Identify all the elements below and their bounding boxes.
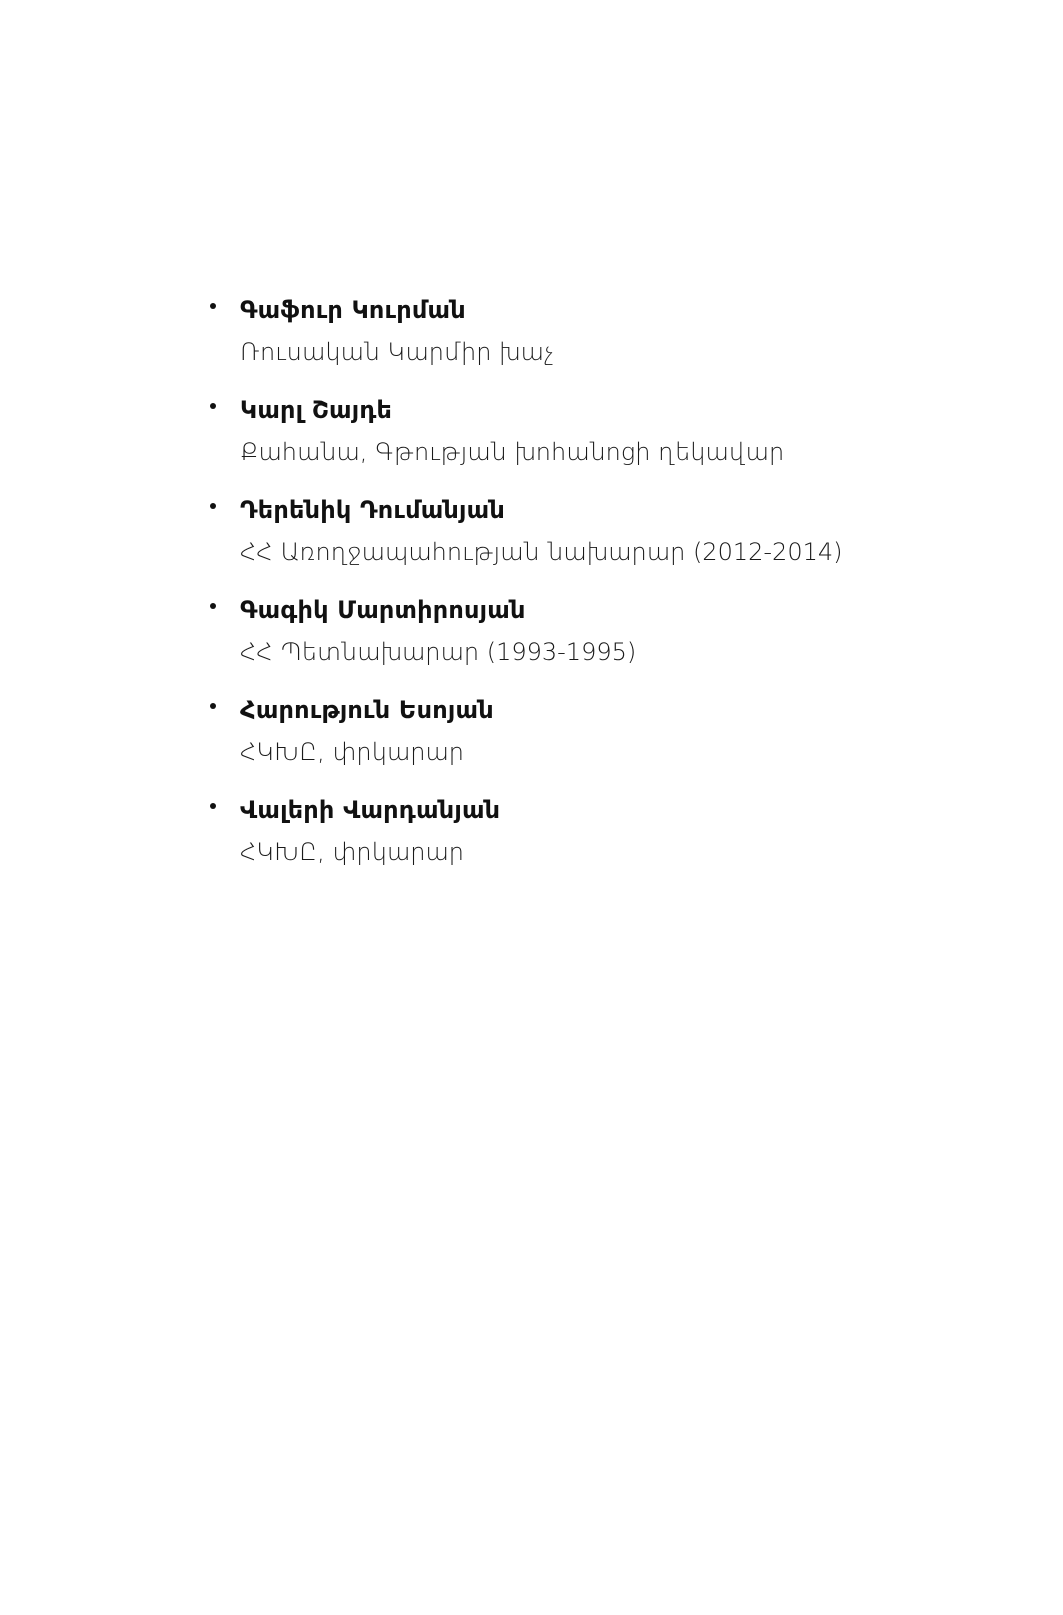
person-name: Գագիկ Մարտիրոսյան bbox=[240, 596, 526, 624]
person-role: ՀՀ Առողջապահության նախարար (2012-2014) bbox=[240, 538, 843, 566]
bullet-icon bbox=[210, 803, 216, 809]
person-role: Ռուսական Կարմիր խաչ bbox=[240, 338, 554, 366]
person-name: Վալերի Վարդանյան bbox=[240, 796, 501, 824]
person-role: ՀԿԽԸ, փրկարար bbox=[240, 738, 465, 766]
person-name: Դերենիկ Դումանյան bbox=[240, 496, 505, 524]
bullet-icon bbox=[210, 703, 216, 709]
person-name: Հարություն Եսոյան bbox=[240, 696, 494, 724]
person-role: ՀՀ Պետնախարար (1993-1995) bbox=[240, 638, 637, 666]
bullet-icon bbox=[210, 603, 216, 609]
person-name: Կարլ Շայդե bbox=[240, 396, 393, 424]
list-item bbox=[210, 696, 910, 796]
person-role: ՀԿԽԸ, փրկարար bbox=[240, 838, 465, 866]
bullet-icon bbox=[210, 503, 216, 509]
list-item bbox=[210, 396, 910, 496]
bullet-icon bbox=[210, 303, 216, 309]
bullet-icon bbox=[210, 403, 216, 409]
person-name: Գաֆուր Կուրման bbox=[240, 296, 466, 324]
list-item bbox=[210, 296, 910, 396]
people-list bbox=[210, 296, 910, 896]
person-role: Քահանա, Գթության խոհանոցի ղեկավար bbox=[240, 438, 785, 466]
list-item bbox=[210, 496, 910, 596]
list-item bbox=[210, 596, 910, 696]
list-item bbox=[210, 796, 910, 896]
